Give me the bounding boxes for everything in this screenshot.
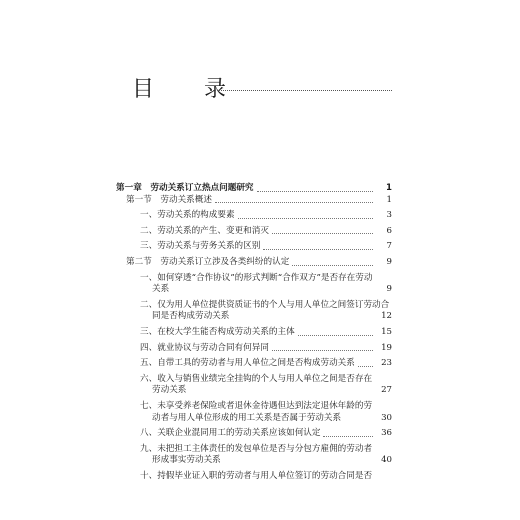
dotted-leader bbox=[238, 218, 373, 219]
toc-entry-continuation: 关系 bbox=[152, 284, 170, 295]
toc-entry-text: 第一节 劳动关系概述 bbox=[126, 194, 212, 205]
page-number: 27 bbox=[381, 385, 392, 396]
page-number: 40 bbox=[381, 455, 392, 466]
toc-entry-text: 第一章 劳动关系订立热点问题研究 bbox=[116, 183, 254, 193]
dotted-leader bbox=[272, 350, 373, 351]
page-number: 12 bbox=[381, 311, 392, 322]
page-number: 19 bbox=[381, 342, 392, 353]
toc-entry-text: 二、仅为用人单位提供资质证书的个人与用人单位之间签订劳动合 bbox=[140, 299, 390, 310]
toc-entry bbox=[116, 327, 392, 339]
title-row bbox=[132, 72, 392, 102]
toc-entry bbox=[116, 374, 392, 397]
page-number: 15 bbox=[381, 326, 392, 337]
table-of-contents bbox=[116, 183, 392, 482]
title-dotted-leader bbox=[210, 90, 392, 91]
toc-entry-text: 一、劳动关系的构成要素 bbox=[140, 210, 235, 221]
toc-entry-text: 六、收入与销售业绩完全挂钩的个人与用人单位之间是否存在 bbox=[140, 373, 373, 384]
toc-entry-text: 一、如何穿透“合作协议”的形式判断“合作双方”是否存在劳动 bbox=[140, 272, 373, 283]
toc-entry bbox=[116, 444, 392, 467]
page-number: 9 bbox=[386, 284, 392, 295]
toc-entry bbox=[116, 343, 392, 355]
toc-entry bbox=[116, 401, 392, 424]
toc-entry bbox=[116, 241, 392, 253]
toc-entry bbox=[116, 428, 392, 440]
toc-entry-continuation: 同是否构成劳动关系 bbox=[152, 311, 230, 322]
toc-entry bbox=[116, 195, 392, 207]
toc-entry-continuation: 劳动关系 bbox=[152, 385, 187, 396]
page-number: 6 bbox=[386, 225, 392, 236]
page-number: 7 bbox=[386, 241, 392, 252]
toc-entry-text: 三、在校大学生能否构成劳动关系的主体 bbox=[140, 326, 295, 337]
dotted-leader bbox=[358, 366, 373, 367]
toc-entry-text: 七、未享受养老保险或者退休金待遇但达到法定退休年龄的劳 bbox=[140, 400, 373, 411]
toc-entry bbox=[116, 471, 392, 483]
toc-entry-text: 二、劳动关系的产生、变更和消灭 bbox=[140, 225, 269, 236]
toc-entry-text: 三、劳动关系与劳务关系的区别 bbox=[140, 241, 261, 252]
page-number: 3 bbox=[386, 210, 392, 221]
toc-entry bbox=[116, 226, 392, 238]
page-title: 目 录 bbox=[132, 77, 241, 102]
dotted-leader bbox=[272, 233, 373, 234]
page-number: 9 bbox=[386, 256, 392, 267]
toc-entry-text: 五、自带工具的劳动者与用人单位之间是否构成劳动关系 bbox=[140, 358, 355, 369]
page-number: 30 bbox=[381, 412, 392, 423]
toc-entry-text: 十、持假毕业证入职的劳动者与用人单位签订的劳动合同是否 bbox=[140, 470, 373, 481]
page-number: 1 bbox=[386, 183, 392, 193]
toc-entry-text: 四、就业协议与劳动合同有何异同 bbox=[140, 342, 269, 353]
toc-entry-continuation: 形成事实劳动关系 bbox=[152, 455, 221, 466]
toc-entry bbox=[116, 183, 392, 195]
toc-entry bbox=[116, 210, 392, 222]
toc-entry-text: 第二节 劳动关系订立涉及各类纠纷的认定 bbox=[126, 256, 290, 267]
toc-entry bbox=[116, 300, 392, 323]
toc-entry bbox=[116, 358, 392, 370]
toc-entry bbox=[116, 273, 392, 296]
page-number: 1 bbox=[386, 194, 392, 205]
toc-entry-text: 九、未把担工主体责任的发包单位是否与分包方雇佣的劳动者 bbox=[140, 443, 373, 454]
dotted-leader bbox=[257, 191, 373, 192]
dotted-leader bbox=[263, 249, 373, 250]
dotted-leader bbox=[323, 436, 373, 437]
page-number: 36 bbox=[381, 428, 392, 439]
dotted-leader bbox=[292, 265, 373, 266]
dotted-leader bbox=[298, 335, 373, 336]
toc-entry-text: 八、关联企业混同用工的劳动关系应该如何认定 bbox=[140, 428, 321, 439]
toc-entry-continuation: 动者与用人单位形成的用工关系是否属于劳动关系 bbox=[152, 412, 342, 423]
dotted-leader bbox=[215, 202, 373, 203]
toc-entry bbox=[116, 257, 392, 269]
page-number: 23 bbox=[381, 358, 392, 369]
